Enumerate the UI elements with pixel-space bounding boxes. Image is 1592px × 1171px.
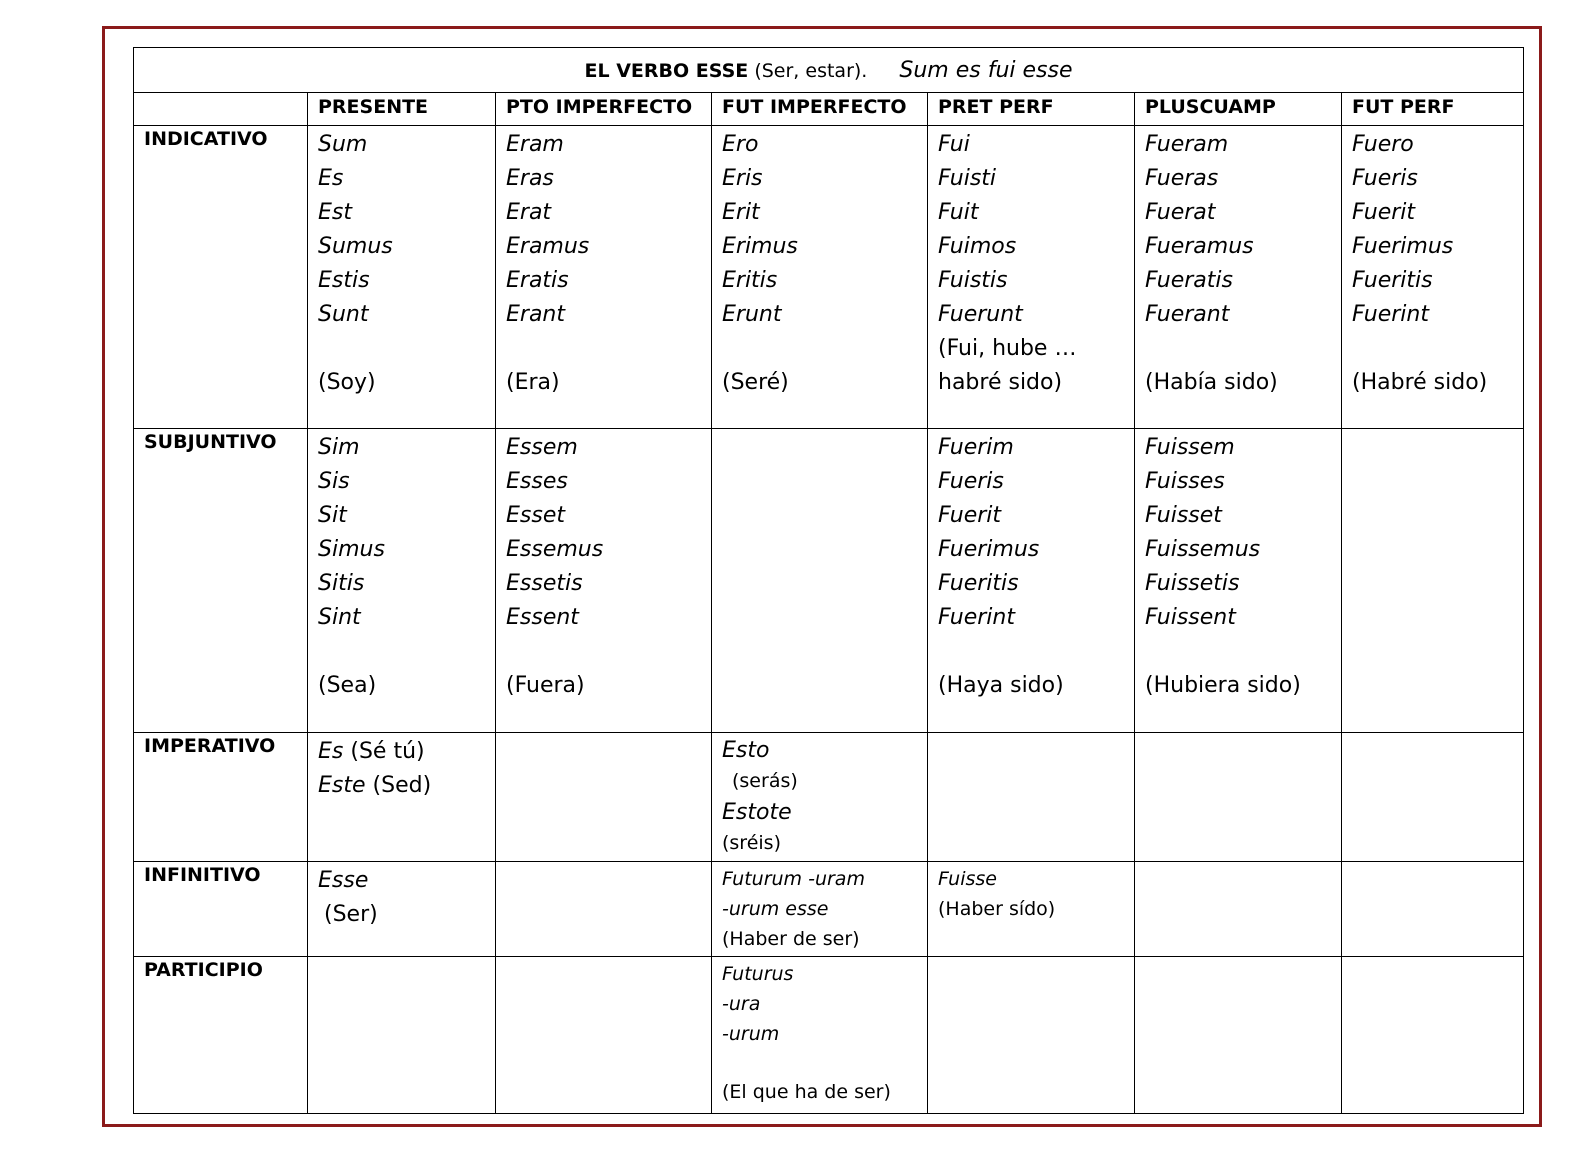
translation: (sréis): [722, 832, 781, 854]
form: Erit: [722, 200, 760, 225]
header-pto-imperfecto: PTO IMPERFECTO: [496, 93, 712, 126]
form: Fui: [938, 132, 970, 157]
form: Estis: [318, 268, 370, 293]
form: Fuimos: [938, 234, 1017, 259]
form: Essent: [506, 605, 579, 630]
header-pret-perf: PRET PERF: [928, 93, 1135, 126]
translation: habré sido): [938, 370, 1063, 395]
form: Sint: [318, 605, 361, 630]
translation: (Haber de ser): [722, 928, 860, 950]
form: Es: [318, 166, 344, 191]
participio-futuro: [712, 957, 928, 1114]
form: Eris: [722, 166, 763, 191]
form: Sunt: [318, 302, 369, 327]
translation: (Haber sído): [938, 898, 1056, 920]
imperativo-presente: [308, 733, 496, 862]
form: Fueritis: [938, 571, 1019, 596]
infinitivo-fut-perf-empty: [1342, 862, 1524, 957]
form: Essetis: [506, 571, 583, 596]
form: Fuero: [1352, 132, 1414, 157]
form: Fuerat: [1145, 200, 1216, 225]
translation: (Habré sido): [1352, 370, 1488, 395]
translation: (Sé tú): [350, 739, 425, 764]
infinitivo-perfecto: [928, 862, 1135, 957]
form: Futurum -uram: [722, 868, 865, 890]
participio-presente-empty: [308, 957, 496, 1114]
indicativo-pluscuamp: [1135, 126, 1342, 429]
form: Fuerint: [938, 605, 1015, 630]
header-pluscuamp: PLUSCUAMP: [1135, 93, 1342, 126]
imperativo-perfecto-empty: [928, 733, 1135, 862]
form: Es: [318, 739, 344, 764]
form: Sit: [318, 503, 347, 528]
translation: (Ser): [324, 902, 378, 927]
form: Essemus: [506, 537, 604, 562]
form: Fuisses: [1145, 469, 1225, 494]
form: Fuisset: [1145, 503, 1222, 528]
mood-subjuntivo: SUBJUNTIVO: [134, 429, 308, 733]
translation: (Haya sido): [938, 673, 1064, 698]
header-fut-perf: FUT PERF: [1342, 93, 1524, 126]
form: Sum: [318, 132, 368, 157]
subjuntivo-fut-perf-empty: [1342, 429, 1524, 733]
form: Esse: [318, 868, 369, 893]
form: -urum esse: [722, 898, 829, 920]
translation: (Había sido): [1145, 370, 1278, 395]
form: Eras: [506, 166, 554, 191]
form: Eramus: [506, 234, 590, 259]
row-infinitivo: [134, 862, 1524, 957]
form: Fueram: [1145, 132, 1229, 157]
row-participio: [134, 957, 1524, 1114]
form: Eratis: [506, 268, 569, 293]
mood-indicativo: INDICATIVO: [134, 126, 308, 429]
form: Esset: [506, 503, 565, 528]
form: Simus: [318, 537, 385, 562]
form: Sumus: [318, 234, 393, 259]
form: Fuisti: [938, 166, 997, 191]
subjuntivo-presente: [308, 429, 496, 733]
infinitivo-imperfecto-empty: [496, 862, 712, 957]
imperativo-pluscuamp-empty: [1135, 733, 1342, 862]
participio-fut-perf-empty: [1342, 957, 1524, 1114]
row-indicativo: [134, 126, 1524, 429]
form: Fuerim: [938, 435, 1014, 460]
form: Futurus: [722, 963, 794, 985]
mood-infinitivo: INFINITIVO: [134, 862, 308, 957]
translation: (Soy): [318, 370, 376, 395]
form: Fuerimus: [1352, 234, 1454, 259]
form: Fuerunt: [938, 302, 1023, 327]
form: Esto: [722, 738, 770, 763]
form: Sitis: [318, 571, 365, 596]
form: -ura: [722, 993, 761, 1015]
title-bold: EL VERBO ESSE: [584, 59, 749, 82]
indicativo-presente: [308, 126, 496, 429]
row-imperativo: [134, 733, 1524, 862]
form: Fuistis: [938, 268, 1008, 293]
translation: (Hubiera sido): [1145, 673, 1301, 698]
infinitivo-pluscuamp-empty: [1135, 862, 1342, 957]
infinitivo-presente: [308, 862, 496, 957]
header-presente: PRESENTE: [308, 93, 496, 126]
form: Erimus: [722, 234, 798, 259]
subjuntivo-futuro-empty: [712, 429, 928, 733]
form: Este: [318, 773, 366, 798]
form: Fueratis: [1145, 268, 1233, 293]
form: Essem: [506, 435, 578, 460]
form: Esses: [506, 469, 568, 494]
form: Fueras: [1145, 166, 1219, 191]
table-title: [134, 48, 1524, 93]
translation: (serás): [732, 770, 798, 792]
form: Eram: [506, 132, 564, 157]
participio-perfecto-empty: [928, 957, 1135, 1114]
form: Fuerit: [1352, 200, 1416, 225]
form: Eritis: [722, 268, 778, 293]
form: Sim: [318, 435, 360, 460]
title-row: [134, 48, 1524, 93]
translation: (Sed): [372, 773, 432, 798]
form: Fueris: [938, 469, 1004, 494]
form: Fuerimus: [938, 537, 1040, 562]
translation: (Sea): [318, 673, 377, 698]
subjuntivo-pluscuamp: [1135, 429, 1342, 733]
form: Sis: [318, 469, 350, 494]
translation: (Fui, hube …: [938, 336, 1077, 361]
form: Ero: [722, 132, 759, 157]
indicativo-perfecto: [928, 126, 1135, 429]
translation: (Era): [506, 370, 560, 395]
form: Erant: [506, 302, 565, 327]
form: Fuissemus: [1145, 537, 1261, 562]
infinitivo-futuro: [712, 862, 928, 957]
imperativo-fut-perf-empty: [1342, 733, 1524, 862]
form: Estote: [722, 800, 792, 825]
header-empty: [134, 93, 308, 126]
participio-pluscuamp-empty: [1135, 957, 1342, 1114]
form: Fuerant: [1145, 302, 1230, 327]
header-fut-imperfecto: FUT IMPERFECTO: [712, 93, 928, 126]
participio-imperfecto-empty: [496, 957, 712, 1114]
form: Erunt: [722, 302, 782, 327]
form: Fuissent: [1145, 605, 1236, 630]
translation: (El que ha de ser): [722, 1081, 891, 1103]
form: Fuisse: [938, 868, 997, 890]
mood-imperativo: IMPERATIVO: [134, 733, 308, 862]
imperativo-futuro: [712, 733, 928, 862]
form: Fueramus: [1145, 234, 1254, 259]
indicativo-fut-perf: [1342, 126, 1524, 429]
translation: (Fuera): [506, 673, 585, 698]
header-row: [134, 93, 1524, 126]
form: Fuissem: [1145, 435, 1235, 460]
form: Fueris: [1352, 166, 1418, 191]
mood-participio: PARTICIPIO: [134, 957, 308, 1114]
form: Fuit: [938, 200, 979, 225]
form: Fuerint: [1352, 302, 1429, 327]
form: -urum: [722, 1023, 780, 1045]
conjugation-table: [133, 47, 1524, 1114]
subjuntivo-perfecto: [928, 429, 1135, 733]
title-gloss: (Ser, estar).: [754, 59, 868, 82]
translation: (Seré): [722, 370, 789, 395]
form: Est: [318, 200, 352, 225]
indicativo-futuro: [712, 126, 928, 429]
row-subjuntivo: [134, 429, 1524, 733]
principal-parts: Sum es fui esse: [899, 57, 1073, 83]
indicativo-imperfecto: [496, 126, 712, 429]
form: Fuissetis: [1145, 571, 1240, 596]
form: Fueritis: [1352, 268, 1433, 293]
form: Fuerit: [938, 503, 1002, 528]
form: Erat: [506, 200, 552, 225]
imperativo-imperfecto-empty: [496, 733, 712, 862]
subjuntivo-imperfecto: [496, 429, 712, 733]
